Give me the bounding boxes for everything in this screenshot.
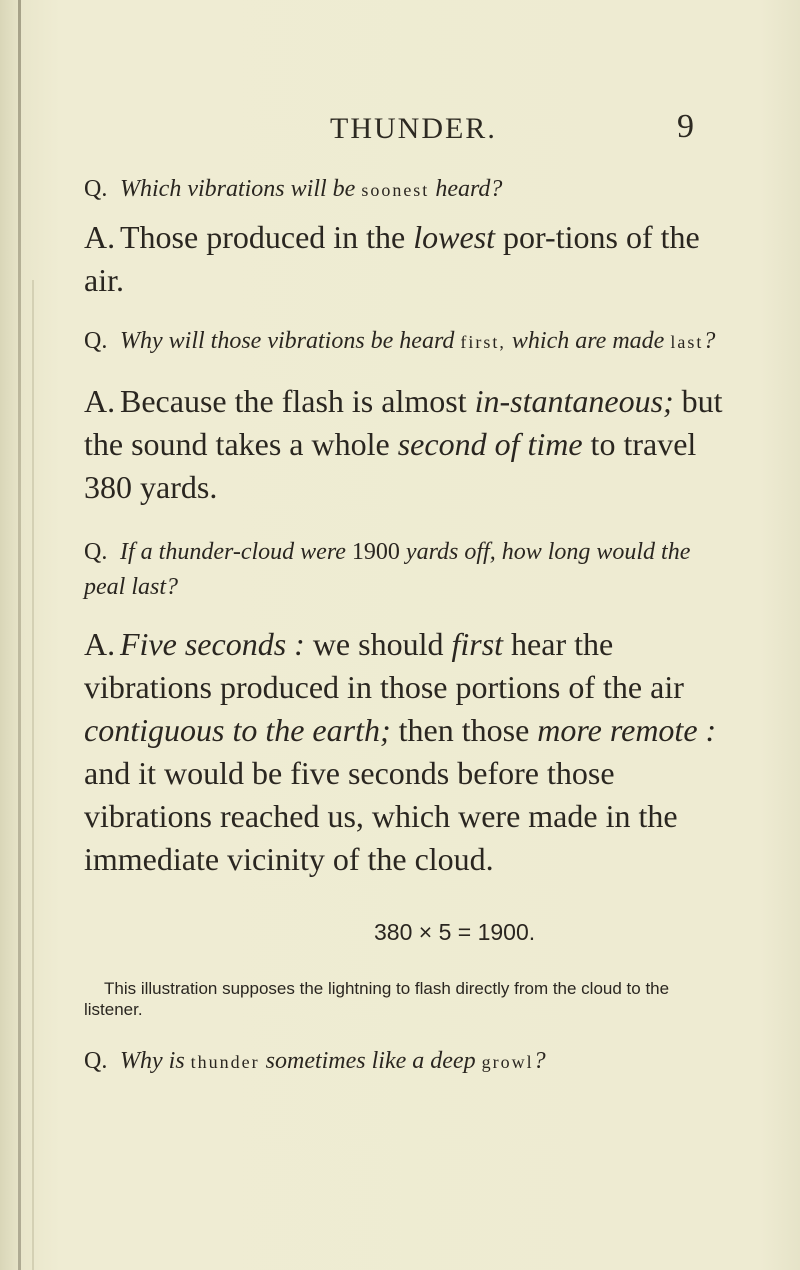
answer-label: A. <box>84 219 116 255</box>
footnote: This illustration supposes the lightning to flash directly from the cloud to the listener. <box>84 979 670 1019</box>
question-1 <box>84 172 724 208</box>
page-number: 9 <box>677 108 694 145</box>
answer-label: A. <box>84 626 116 662</box>
answer-text: Because the flash is almost <box>120 383 475 419</box>
question-text: yards off, how long would the peal last? <box>84 539 691 600</box>
answer-text: and it would be five seconds before those vibrations reached us, which were made in the immediate vicinity of the cloud. <box>84 755 678 877</box>
question-text: sometimes like a deep <box>259 1048 482 1074</box>
question-text: Why will those vibrations be heard <box>120 328 461 354</box>
question-2 <box>84 324 724 360</box>
question-smallcaps: soonest <box>361 180 430 200</box>
answer-emphasis: first <box>451 626 504 662</box>
gutter-line <box>32 280 34 1270</box>
page-body <box>84 172 724 1080</box>
answer-text: to travel 380 yards. <box>84 426 697 505</box>
page-header <box>0 108 800 152</box>
question-label: Q. <box>84 176 108 202</box>
formula: 380 × 5 = 1900. <box>374 919 536 945</box>
question-text: If a thunder-cloud were <box>120 539 352 565</box>
question-label: Q. <box>84 328 108 354</box>
question-3 <box>84 535 724 605</box>
running-head: THUNDER. <box>330 112 497 145</box>
question-text: which are made <box>505 328 671 354</box>
question-number: 1900 <box>351 539 400 565</box>
question-text: ? <box>533 1048 546 1074</box>
question-label: Q. <box>84 1048 108 1074</box>
question-4 <box>84 1044 724 1080</box>
question-smallcaps: last <box>670 332 704 352</box>
question-smallcaps: thunder <box>190 1052 260 1072</box>
answer-emphasis: contiguous to the earth; <box>84 712 391 748</box>
answer-label: A. <box>84 383 116 419</box>
question-text: heard? <box>429 176 503 202</box>
question-text: ? <box>703 328 716 354</box>
answer-1 <box>84 216 724 302</box>
question-smallcaps: growl <box>481 1052 534 1072</box>
answer-text: hear the vibrations produced in those portions of the air <box>84 626 684 705</box>
answer-emphasis: second of time <box>397 426 583 462</box>
gutter-shadow <box>18 0 21 1270</box>
question-text: Why is <box>120 1048 191 1074</box>
answer-text: but the sound takes a whole <box>84 383 723 462</box>
answer-emphasis: in-stantaneous; <box>474 383 674 419</box>
question-text: Which vibrations will be <box>120 176 362 202</box>
answer-text: we should <box>304 626 452 662</box>
answer-text: then those <box>390 712 538 748</box>
answer-text: Those produced in the <box>120 219 414 255</box>
answer-2 <box>84 380 724 509</box>
question-label: Q. <box>84 539 108 565</box>
answer-text: por-tions of the air. <box>84 219 700 298</box>
question-smallcaps: first, <box>460 332 506 352</box>
answer-emphasis: more remote : <box>537 712 717 748</box>
answer-3 <box>84 623 724 881</box>
answer-emphasis: Five seconds : <box>120 626 305 662</box>
answer-emphasis: lowest <box>413 219 496 255</box>
